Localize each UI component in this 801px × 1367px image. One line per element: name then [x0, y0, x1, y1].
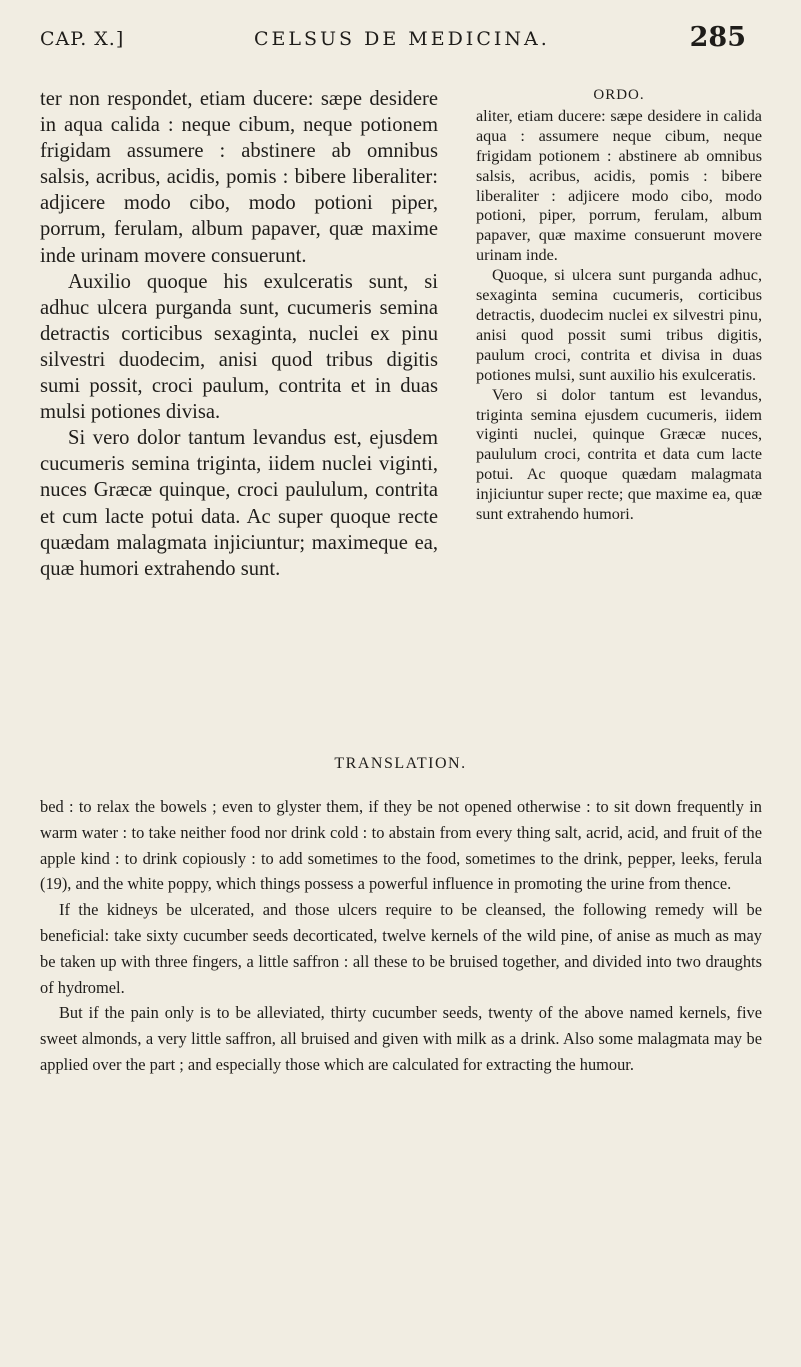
chapter-label: CAP. X.]: [40, 28, 125, 50]
latin-paragraph: ter non respondet, etiam ducere: sæpe desidere in aqua calida : neque cibum, neque potionem frigidam assumere : abstinere ab omnibus salsis, acribus, acidis, pomis : bibere liberaliter: adjicere modo cibo, modo potioni piper, porrum, ferulam, album papaver, quæ maxime inde urinam movere consuerunt.: [40, 88, 438, 267]
translation-block: [40, 794, 762, 1078]
latin-paragraph: Si vero dolor tantum levandus est, ejusdem cucumeris semina triginta, iidem nuclei viginti, nuces Græcæ quinque, croci paululum, contrita et cum lacte potui data. Ac super quoque recte quædam malagmata injiciuntur; maximeque ea, quæ humori extrahendo sunt.: [40, 427, 438, 580]
page-header: [40, 22, 746, 62]
translation-heading: TRANSLATION.: [334, 755, 467, 772]
ordo-column: [476, 86, 762, 525]
translation-paragraph: If the kidneys be ulcerated, and those ulcers require to be cleansed, the following remedy will be beneficial: take sixty cucumber seeds decorticated, twelve kernels of the wild pine, of anise as much as may be taken up with three fingers, a little saffron : all these to be bruised together, and divided into two draughts of hydromel.: [40, 900, 762, 997]
latin-text-column: [40, 86, 438, 582]
page-number: 285: [689, 22, 746, 53]
ordo-paragraph: Vero si dolor tantum est levandus, triginta semina ejusdem cucumeris, iidem viginti nuclei, quinque Græcæ nuces, paululum croci, contrita et data cum lacte potui. Ac quoque quædam malagmata injiciuntur super recte; que maxime ea, quæ sunt extrahendo humori.: [476, 385, 762, 524]
translation-paragraph: bed : to relax the bowels ; even to glyster them, if they be not opened otherwise : to sit down frequently in warm water : to take neither food nor drink cold : to abstain from every thing salt, acrid, acid, and fruit of the apple kind : to drink copiously : to add sometimes to the food, sometimes to the drink, pepper, leeks, ferula (19), and the white poppy, which things possess a powerful influence in promoting the urine from thence.: [40, 797, 762, 894]
translation-paragraph: But if the pain only is to be alleviated, thirty cucumber seeds, twenty of the above named kernels, five sweet almonds, a very little saffron, all bruised and given with milk as a drink. Also some malagmata may be applied over the part ; and especially those which are calculated for extracting the humour.: [40, 1003, 762, 1074]
latin-paragraph: Auxilio quoque his exulceratis sunt, si adhuc ulcera purganda sunt, cucumeris semina detractis corticibus sexaginta, nuclei ex pinu silvestri duodecim, anisi quod tribus digitis sumi possit, croci paulum, contrita et in duas mulsi potiones divisa.: [40, 270, 438, 424]
ordo-paragraph: Quoque, si ulcera sunt purganda adhuc, sexaginta semina cucumeris, corticibus detractis, duodecim nuclei ex silvestri pinu, anisi quod possit sumi tribus digitis, paulum croci, contrita et divisa in duas potiones mulsi, sunt auxilio his exulceratis.: [476, 266, 762, 384]
ordo-paragraph: aliter, etiam ducere: sæpe desidere in calida aqua : assumere neque cibum, neque frigidam potionem : abstinere ab omnibus salsis, acribus, acidis, pomis : bibere liberaliter : adjicere modo cibo, modo potioni, piper, porrum, ferulam, album papaver, quæ maxime consuerunt movere urinam inde.: [476, 106, 762, 265]
ordo-heading: ORDO.: [593, 87, 645, 103]
running-title: CELSUS DE MEDICINA.: [254, 28, 550, 50]
